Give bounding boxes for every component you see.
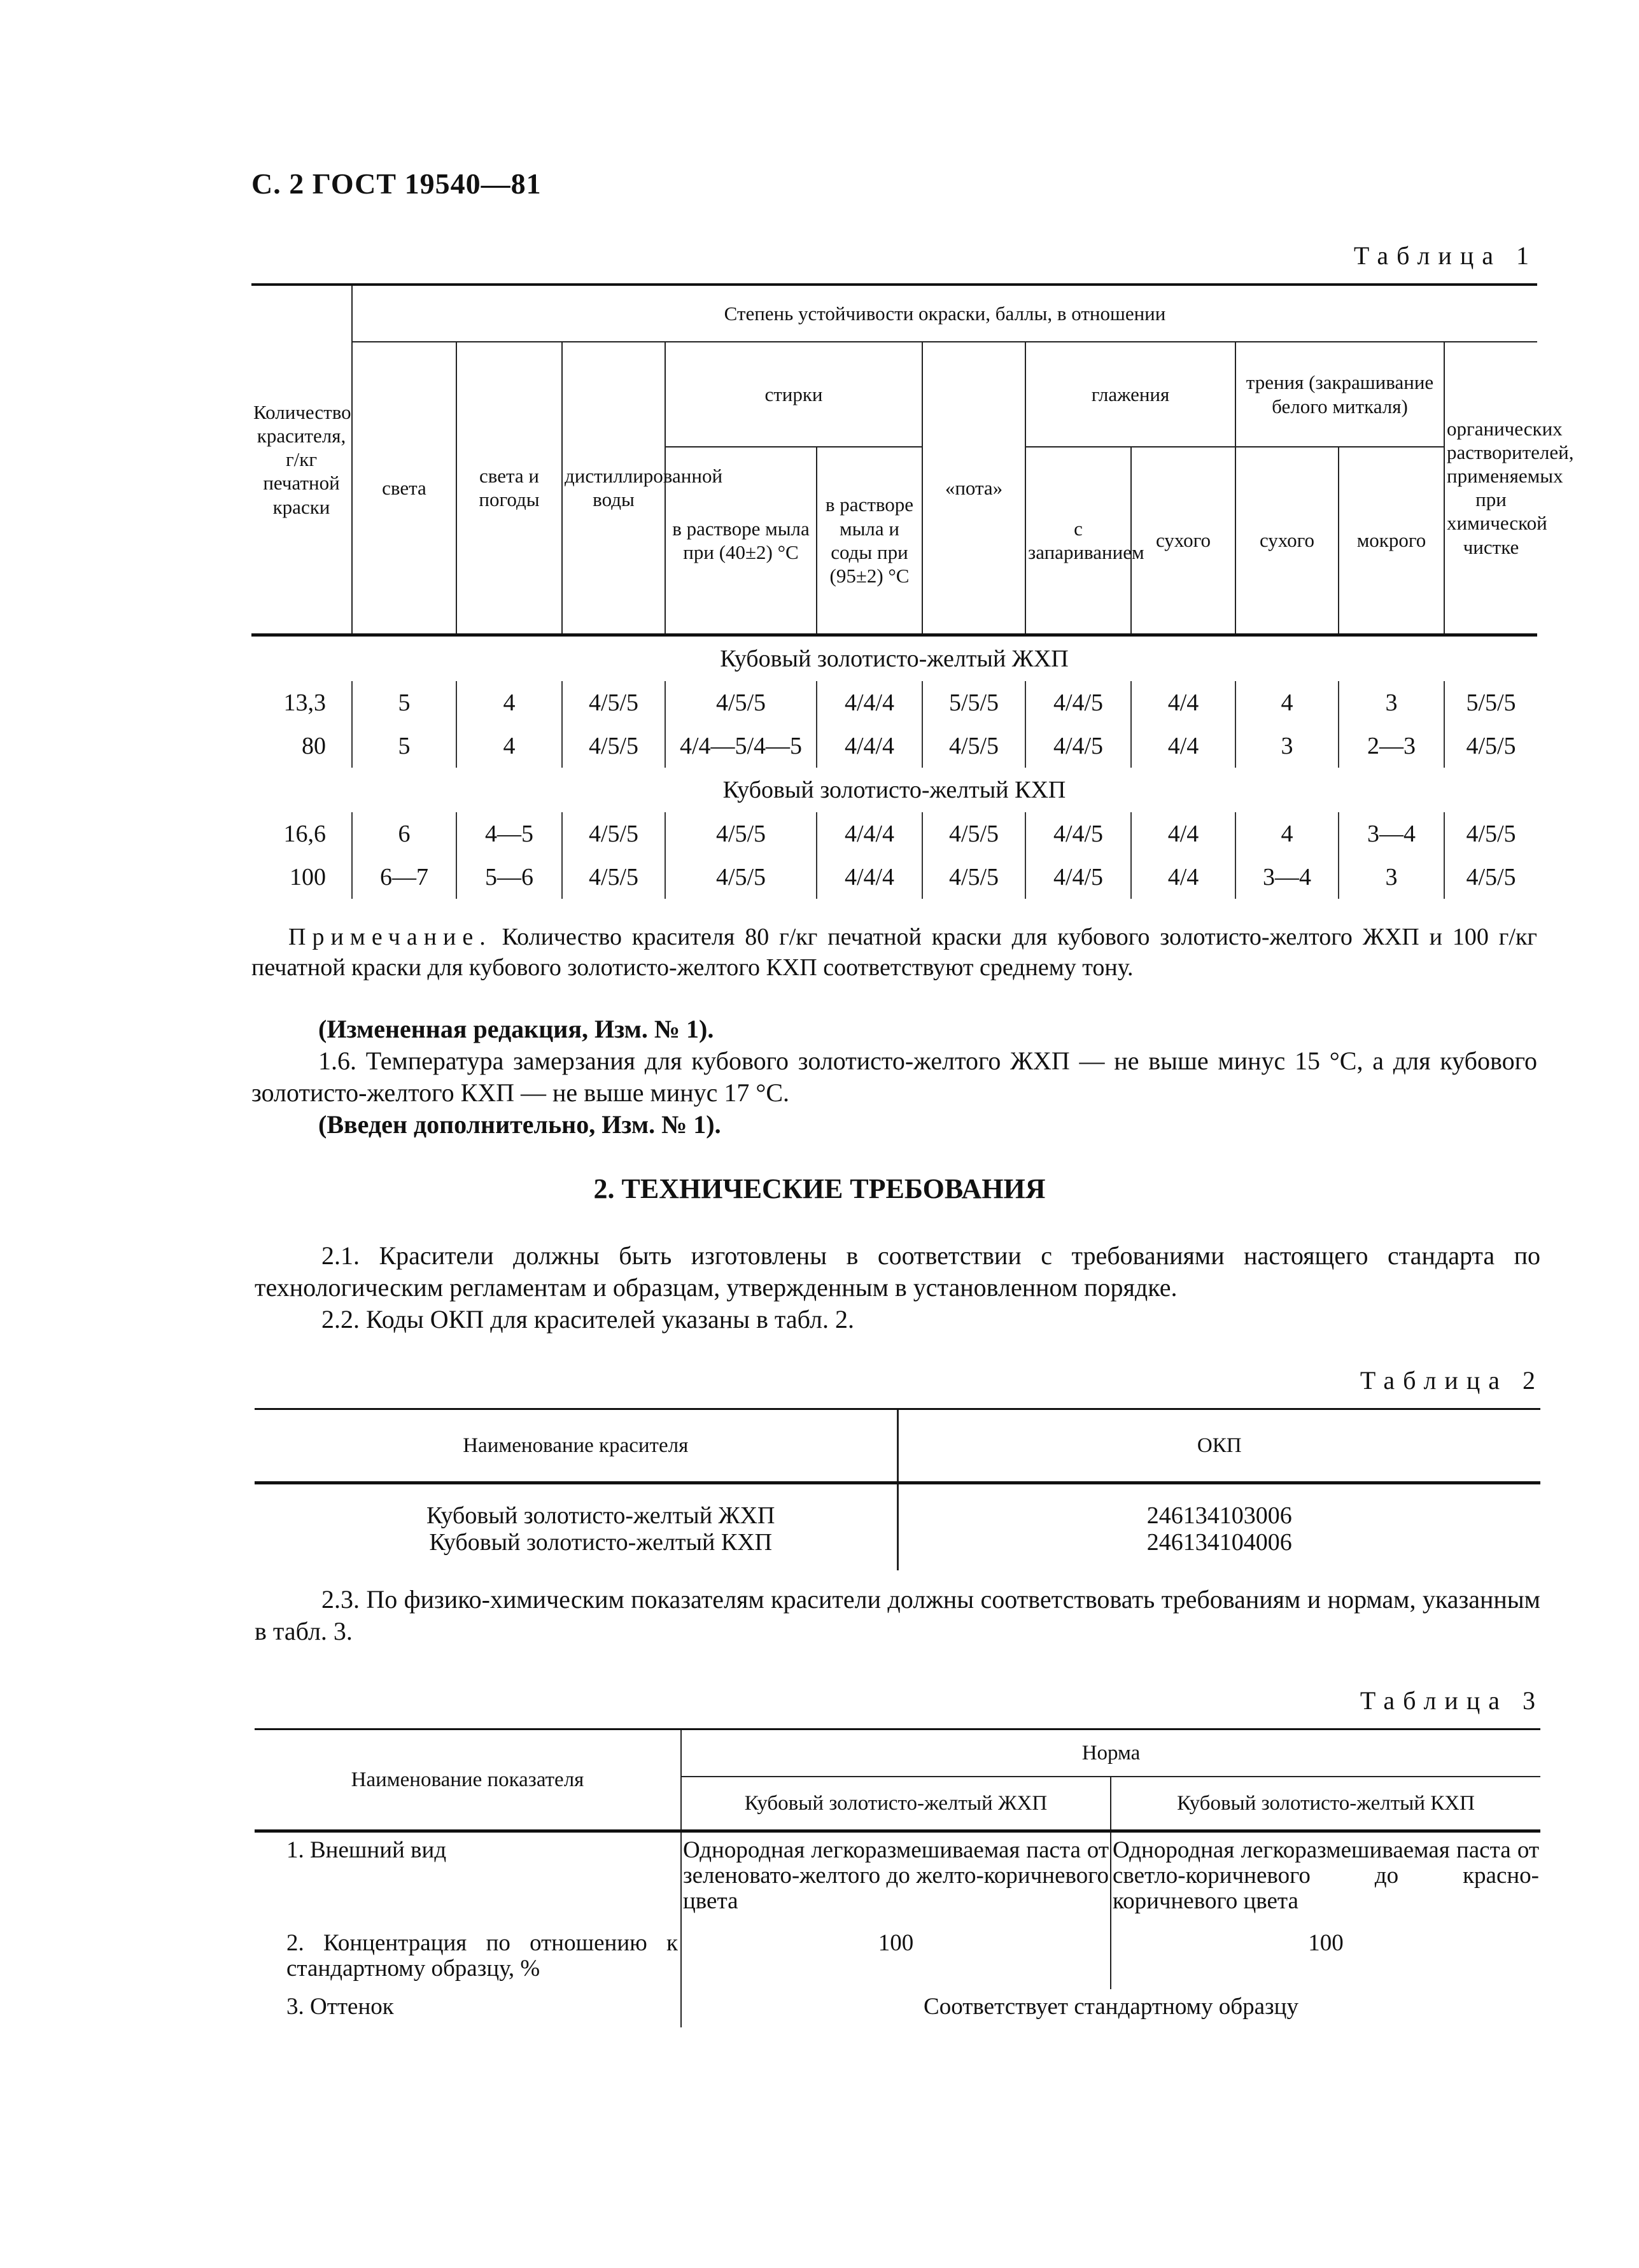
- table-row: [255, 1831, 1540, 1926]
- header-rub-dry: сухого: [1235, 447, 1339, 635]
- header-organic-solvents: органических растворителей, применяемых при химической чистке: [1444, 342, 1537, 635]
- edit-note-1: (Измененная редакция, Изм. № 1).: [318, 1015, 714, 1043]
- group-title: Кубовый золотисто-желтый КХП: [722, 776, 1066, 803]
- header-distilled-water: дистиллированной воды: [562, 342, 665, 635]
- dye-name: Кубовый золотисто-желтый КХП: [429, 1529, 773, 1556]
- table-row: 16,6 6 4—5 4/5/5 4/5/5 4/4/4 4/5/5 4/4/5 4/4 4 3—4 4/5/5: [251, 812, 1537, 856]
- norm-khp: 100: [1111, 1926, 1540, 1989]
- table-row: 80 5 4 4/5/5 4/4—5/4—5 4/4/4 4/5/5 4/4/5 4/4 3 2—3 4/5/5: [251, 724, 1537, 768]
- added-note: (Введен дополнительно, Изм. № 1).: [318, 1110, 721, 1139]
- header-group: Степень устойчивости окраски, баллы, в отношении: [352, 285, 1537, 342]
- norm-khp: Однородная легкоразмешиваемая паста от светло-коричневого до красно-коричневого цвета: [1111, 1831, 1540, 1926]
- header-okp: ОКП: [897, 1409, 1540, 1483]
- table-1: [251, 283, 1574, 899]
- norm-zhkhp: 100: [681, 1926, 1111, 1989]
- header-iron-dry: сухого: [1131, 447, 1235, 635]
- header-khp: Кубовый золотисто-желтый КХП: [1111, 1777, 1540, 1831]
- okp-code: 246134104006: [1146, 1529, 1292, 1556]
- dye-name: Кубовый золотисто-желтый ЖХП: [426, 1502, 775, 1529]
- header-sweat: «пота»: [922, 342, 1025, 635]
- header-washing: стирки: [665, 342, 922, 447]
- table-row: [255, 1483, 1540, 1571]
- table-row: 100 6—7 5—6 4/5/5 4/5/5 4/4/4 4/5/5 4/4/5 4/4 3—4 3 4/5/5: [251, 856, 1537, 899]
- note-label: Примечание.: [288, 924, 492, 950]
- paragraph-1-6: 1.6. Температура замерзания для кубового золотисто-желтого ЖХП — не выше минус 15 °С, а для кубового золотисто-желтого КХП — не выше минус 17 °С.: [251, 1046, 1537, 1107]
- header-iron-steam: с запариванием: [1025, 447, 1131, 635]
- norm-zhkhp: Однородная легкоразмешиваемая паста от зеленовато-желтого до желто-коричневого цвета: [681, 1831, 1111, 1926]
- page-header: С. 2 ГОСТ 19540—81: [251, 167, 542, 200]
- section-2-title: 2. ТЕХНИЧЕСКИЕ ТРЕБОВАНИЯ: [593, 1173, 1046, 1204]
- note-text: Количество красителя 80 г/кг печатной краски для кубового золотисто-желтого ЖХП и 100 г/кг печатной краски для кубового золотисто-желтого КХП соответствуют среднему тону.: [251, 924, 1537, 981]
- table-row: [255, 1926, 1540, 1989]
- table-row: [255, 1989, 1540, 2027]
- indicator-name: 3. Оттенок: [286, 1993, 394, 2020]
- table-row: 13,3 5 4 4/5/5 4/5/5 4/4/4 5/5/5 4/4/5 4/4 4 3 5/5/5: [251, 681, 1537, 724]
- table2-caption: Таблица 2: [1360, 1366, 1544, 1395]
- indicator-name: 2. Концентрация по отношению к стандартному образцу, %: [286, 1929, 678, 1982]
- paragraph-2-1: 2.1. Красители должны быть изготовлены в соответствии с требованиями настоящего стандарта по технологическим регламентам и образцам, утвержденным в установленном порядке.: [255, 1241, 1540, 1302]
- paragraph-2-2: 2.2. Коды ОКП для красителей указаны в табл. 2.: [321, 1305, 854, 1334]
- header-zhkhp: Кубовый золотисто-желтый ЖХП: [681, 1777, 1111, 1831]
- header-wash-95: в растворе мыла и соды при (95±2) °С: [817, 447, 922, 635]
- table-3: [255, 1728, 1540, 2027]
- header-light: света: [352, 342, 456, 635]
- paragraph-2-3: 2.3. По физико-химическим показателям красители должны соответствовать требованиям и нормам, указанным в табл. 3.: [255, 1585, 1540, 1645]
- header-indicator: Наименование показателя: [255, 1729, 681, 1831]
- header-norm: Норма: [681, 1729, 1540, 1777]
- header-rub-wet: мокрого: [1339, 447, 1444, 635]
- group-title: Кубовый золотисто-желтый ЖХП: [720, 645, 1069, 672]
- table1-caption: Таблица 1: [1353, 241, 1537, 270]
- table3-caption: Таблица 3: [1360, 1686, 1544, 1715]
- header-light-weather: света и погоды: [456, 342, 562, 635]
- header-rubbing: трения (закрашивание белого миткаля): [1235, 342, 1444, 447]
- header-ironing: глажения: [1025, 342, 1235, 447]
- okp-code: 246134103006: [1146, 1502, 1292, 1529]
- table1-note: [251, 922, 1537, 983]
- indicator-name: 1. Внешний вид: [286, 1837, 447, 1863]
- norm-both: Соответствует стандартному образцу: [681, 1989, 1540, 2027]
- header-dye-name: Наименование красителя: [255, 1409, 897, 1483]
- header-amount: Количество красителя, г/кг печатной краски: [251, 285, 352, 635]
- table-2: [255, 1408, 1540, 1570]
- header-wash-40: в растворе мыла при (40±2) °С: [665, 447, 817, 635]
